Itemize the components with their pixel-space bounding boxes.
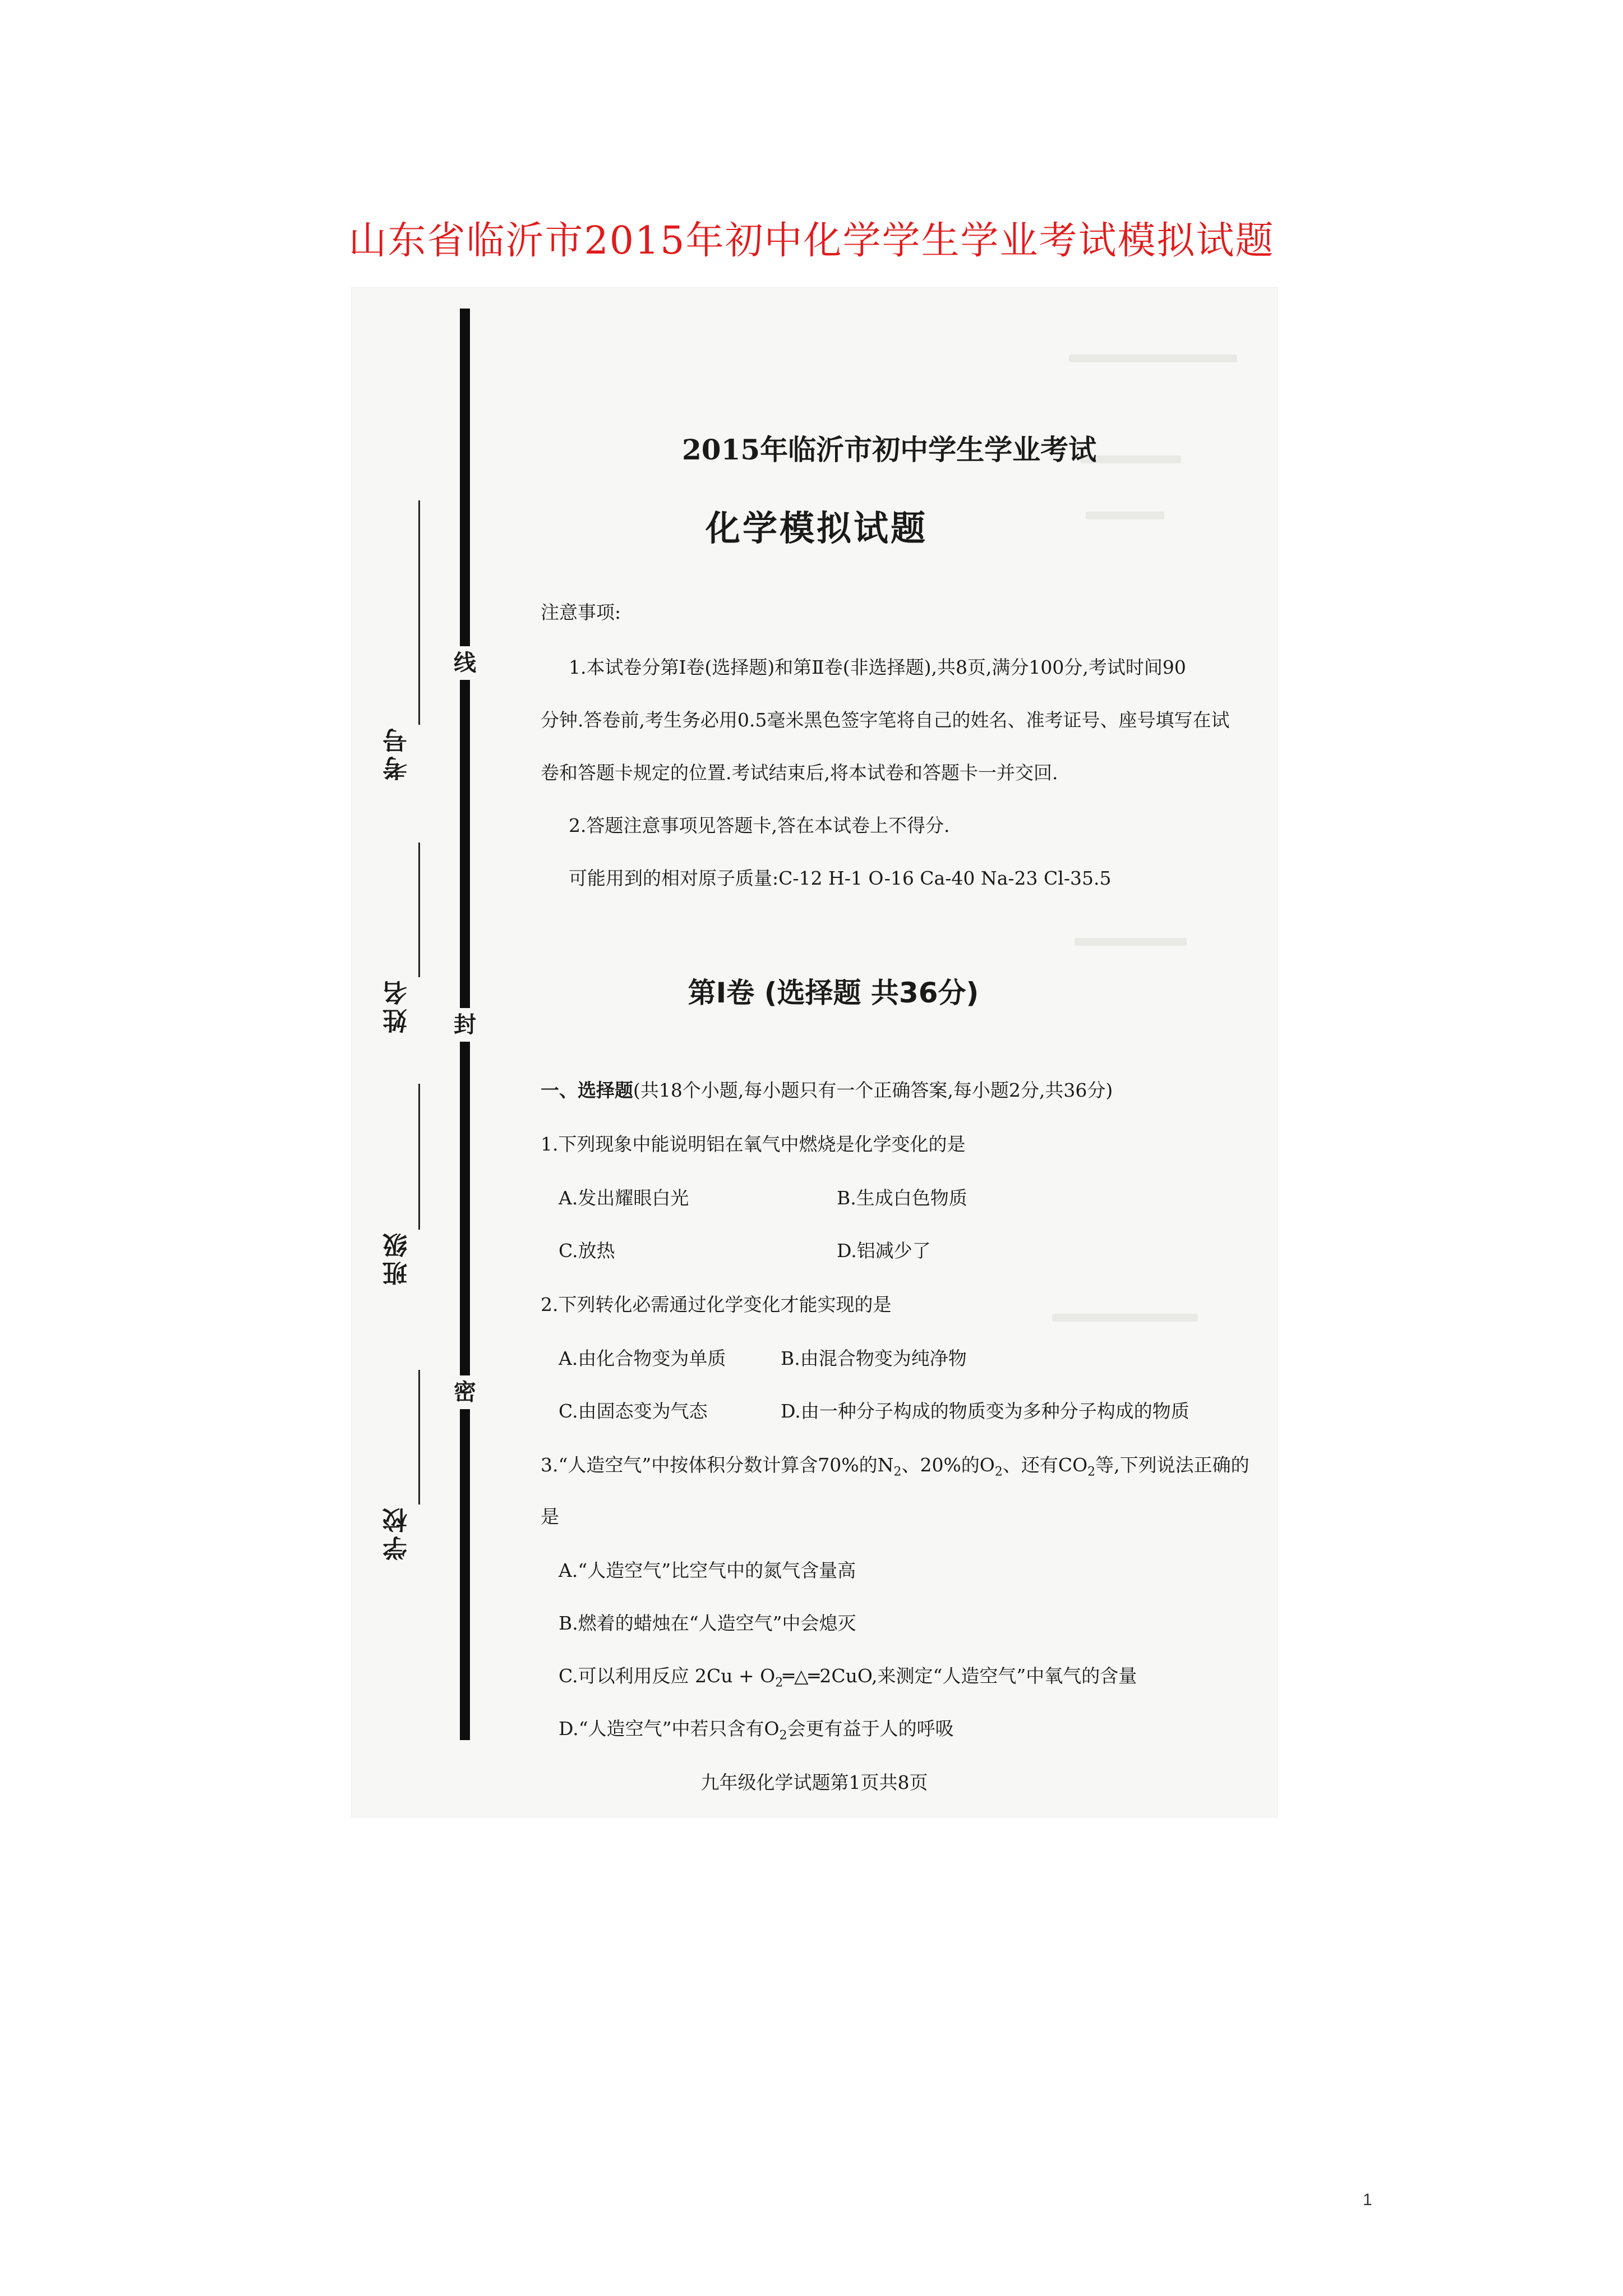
binding-char-xian: 线 — [452, 646, 478, 680]
q3-stem-text: 3.“人造空气”中按体积分数计算含70%的N — [541, 1454, 894, 1476]
bleed-through-mark — [1086, 512, 1164, 519]
sheet-footer: 九年级化学试题第1页共8页 — [700, 1772, 928, 1793]
exam-heading: 2015年临沂市初中学生学业考试 — [682, 433, 1097, 466]
subscript: 2 — [779, 1728, 787, 1743]
question-3-stem-line-2: 是 — [541, 1506, 559, 1527]
section-title: 第Ⅰ卷 (选择题 共36分) — [688, 977, 979, 1009]
q3-stem-text: 等,下列说法正确的 — [1095, 1454, 1249, 1476]
question-2-option-a: A.由化合物变为单质 — [559, 1347, 726, 1369]
question-2-stem: 2.下列转化必需通过化学变化才能实现的是 — [541, 1294, 892, 1315]
field-label-class: 班级 — [383, 1230, 412, 1286]
binding-char-mi: 密 — [452, 1375, 478, 1409]
field-label-exam-number: 考号 — [383, 725, 412, 781]
field-school — [367, 1370, 428, 1561]
instruction-text: (共18个小题,每小题只有一个正确答案,每小题2分,共36分) — [633, 1079, 1113, 1101]
question-2-option-d: D.由一种分子构成的物质变为多种分子构成的物质 — [781, 1400, 1189, 1422]
field-blank — [418, 500, 420, 725]
field-exam-number — [367, 500, 428, 781]
question-1-option-b: B.生成白色物质 — [837, 1187, 967, 1209]
exam-subject-title: 化学模拟试题 — [705, 508, 928, 549]
question-1-stem: 1.下列现象中能说明铝在氧气中燃烧是化学变化的是 — [541, 1133, 966, 1155]
bleed-through-mark — [1052, 1314, 1198, 1322]
atomic-masses: 可能用到的相对原子质量:C-12 H-1 O-16 Ca-40 Na-23 Cl-35.5 — [569, 867, 1112, 889]
field-label-name: 姓名 — [383, 977, 412, 1033]
subscript: 2 — [893, 1465, 902, 1479]
q3-option-d-text: 会更有益于人的呼吸 — [787, 1718, 954, 1740]
field-blank — [418, 1370, 420, 1504]
field-name — [367, 843, 428, 1033]
notes-title: 注意事项: — [541, 601, 621, 623]
question-3-option-a: A.“人造空气”比空气中的氮气含量高 — [559, 1559, 856, 1581]
q3-option-c-text: C.可以利用反应 2Cu + O — [559, 1665, 776, 1687]
bleed-through-mark — [1075, 938, 1187, 946]
q3-stem-text: 、还有CO — [1002, 1454, 1088, 1476]
scanned-exam-page — [351, 287, 1278, 1818]
question-1-option-c: C.放热 — [559, 1240, 615, 1262]
field-label-school: 学校 — [383, 1504, 412, 1561]
question-3-option-b: B.燃着的蜡烛在“人造空气”中会熄灭 — [559, 1612, 856, 1634]
subscript: 2 — [775, 1676, 783, 1690]
q3-option-c-text: ═△═2CuO,来测定“人造空气”中氧气的含量 — [783, 1665, 1137, 1687]
bleed-through-mark — [1069, 355, 1237, 362]
field-blank — [418, 843, 420, 977]
subscript: 2 — [994, 1465, 1003, 1479]
binding-char-feng: 封 — [452, 1008, 478, 1042]
question-3-option-c — [559, 1665, 1137, 1695]
page-number: 1 — [1363, 2191, 1372, 2209]
note-2: 2.答题注意事项见答题卡,答在本试卷上不得分. — [569, 815, 950, 836]
question-2-option-c: C.由固态变为气态 — [559, 1400, 708, 1422]
note-1-line-1: 1.本试卷分第Ⅰ卷(选择题)和第Ⅱ卷(非选择题),共8页,满分100分,考试时间90 — [569, 656, 1186, 678]
field-class — [367, 1084, 428, 1286]
document-title: 山东省临沂市2015年初中化学学生学业考试模拟试题 — [348, 219, 1275, 263]
question-1-option-a: A.发出耀眼白光 — [559, 1187, 689, 1209]
note-1-line-2: 分钟.答卷前,考生务必用0.5毫米黑色签字笔将自己的姓名、准考证号、座号填写在试 — [541, 709, 1230, 731]
question-1-option-d: D.铝减少了 — [837, 1240, 931, 1262]
q3-option-d-text: D.“人造空气”中若只含有O — [559, 1718, 780, 1740]
subscript: 2 — [1087, 1465, 1096, 1479]
q3-stem-text: 、20%的O — [901, 1454, 995, 1476]
note-1-line-3: 卷和答题卡规定的位置.考试结束后,将本试卷和答题卡一并交回. — [541, 762, 1058, 784]
question-3-option-d — [559, 1718, 954, 1747]
question-3-stem — [541, 1454, 1249, 1484]
field-blank — [418, 1084, 420, 1230]
section-instruction — [541, 1079, 1113, 1102]
instruction-heading: 一、选择题 — [541, 1079, 633, 1101]
question-2-option-b: B.由混合物变为纯净物 — [781, 1347, 967, 1369]
